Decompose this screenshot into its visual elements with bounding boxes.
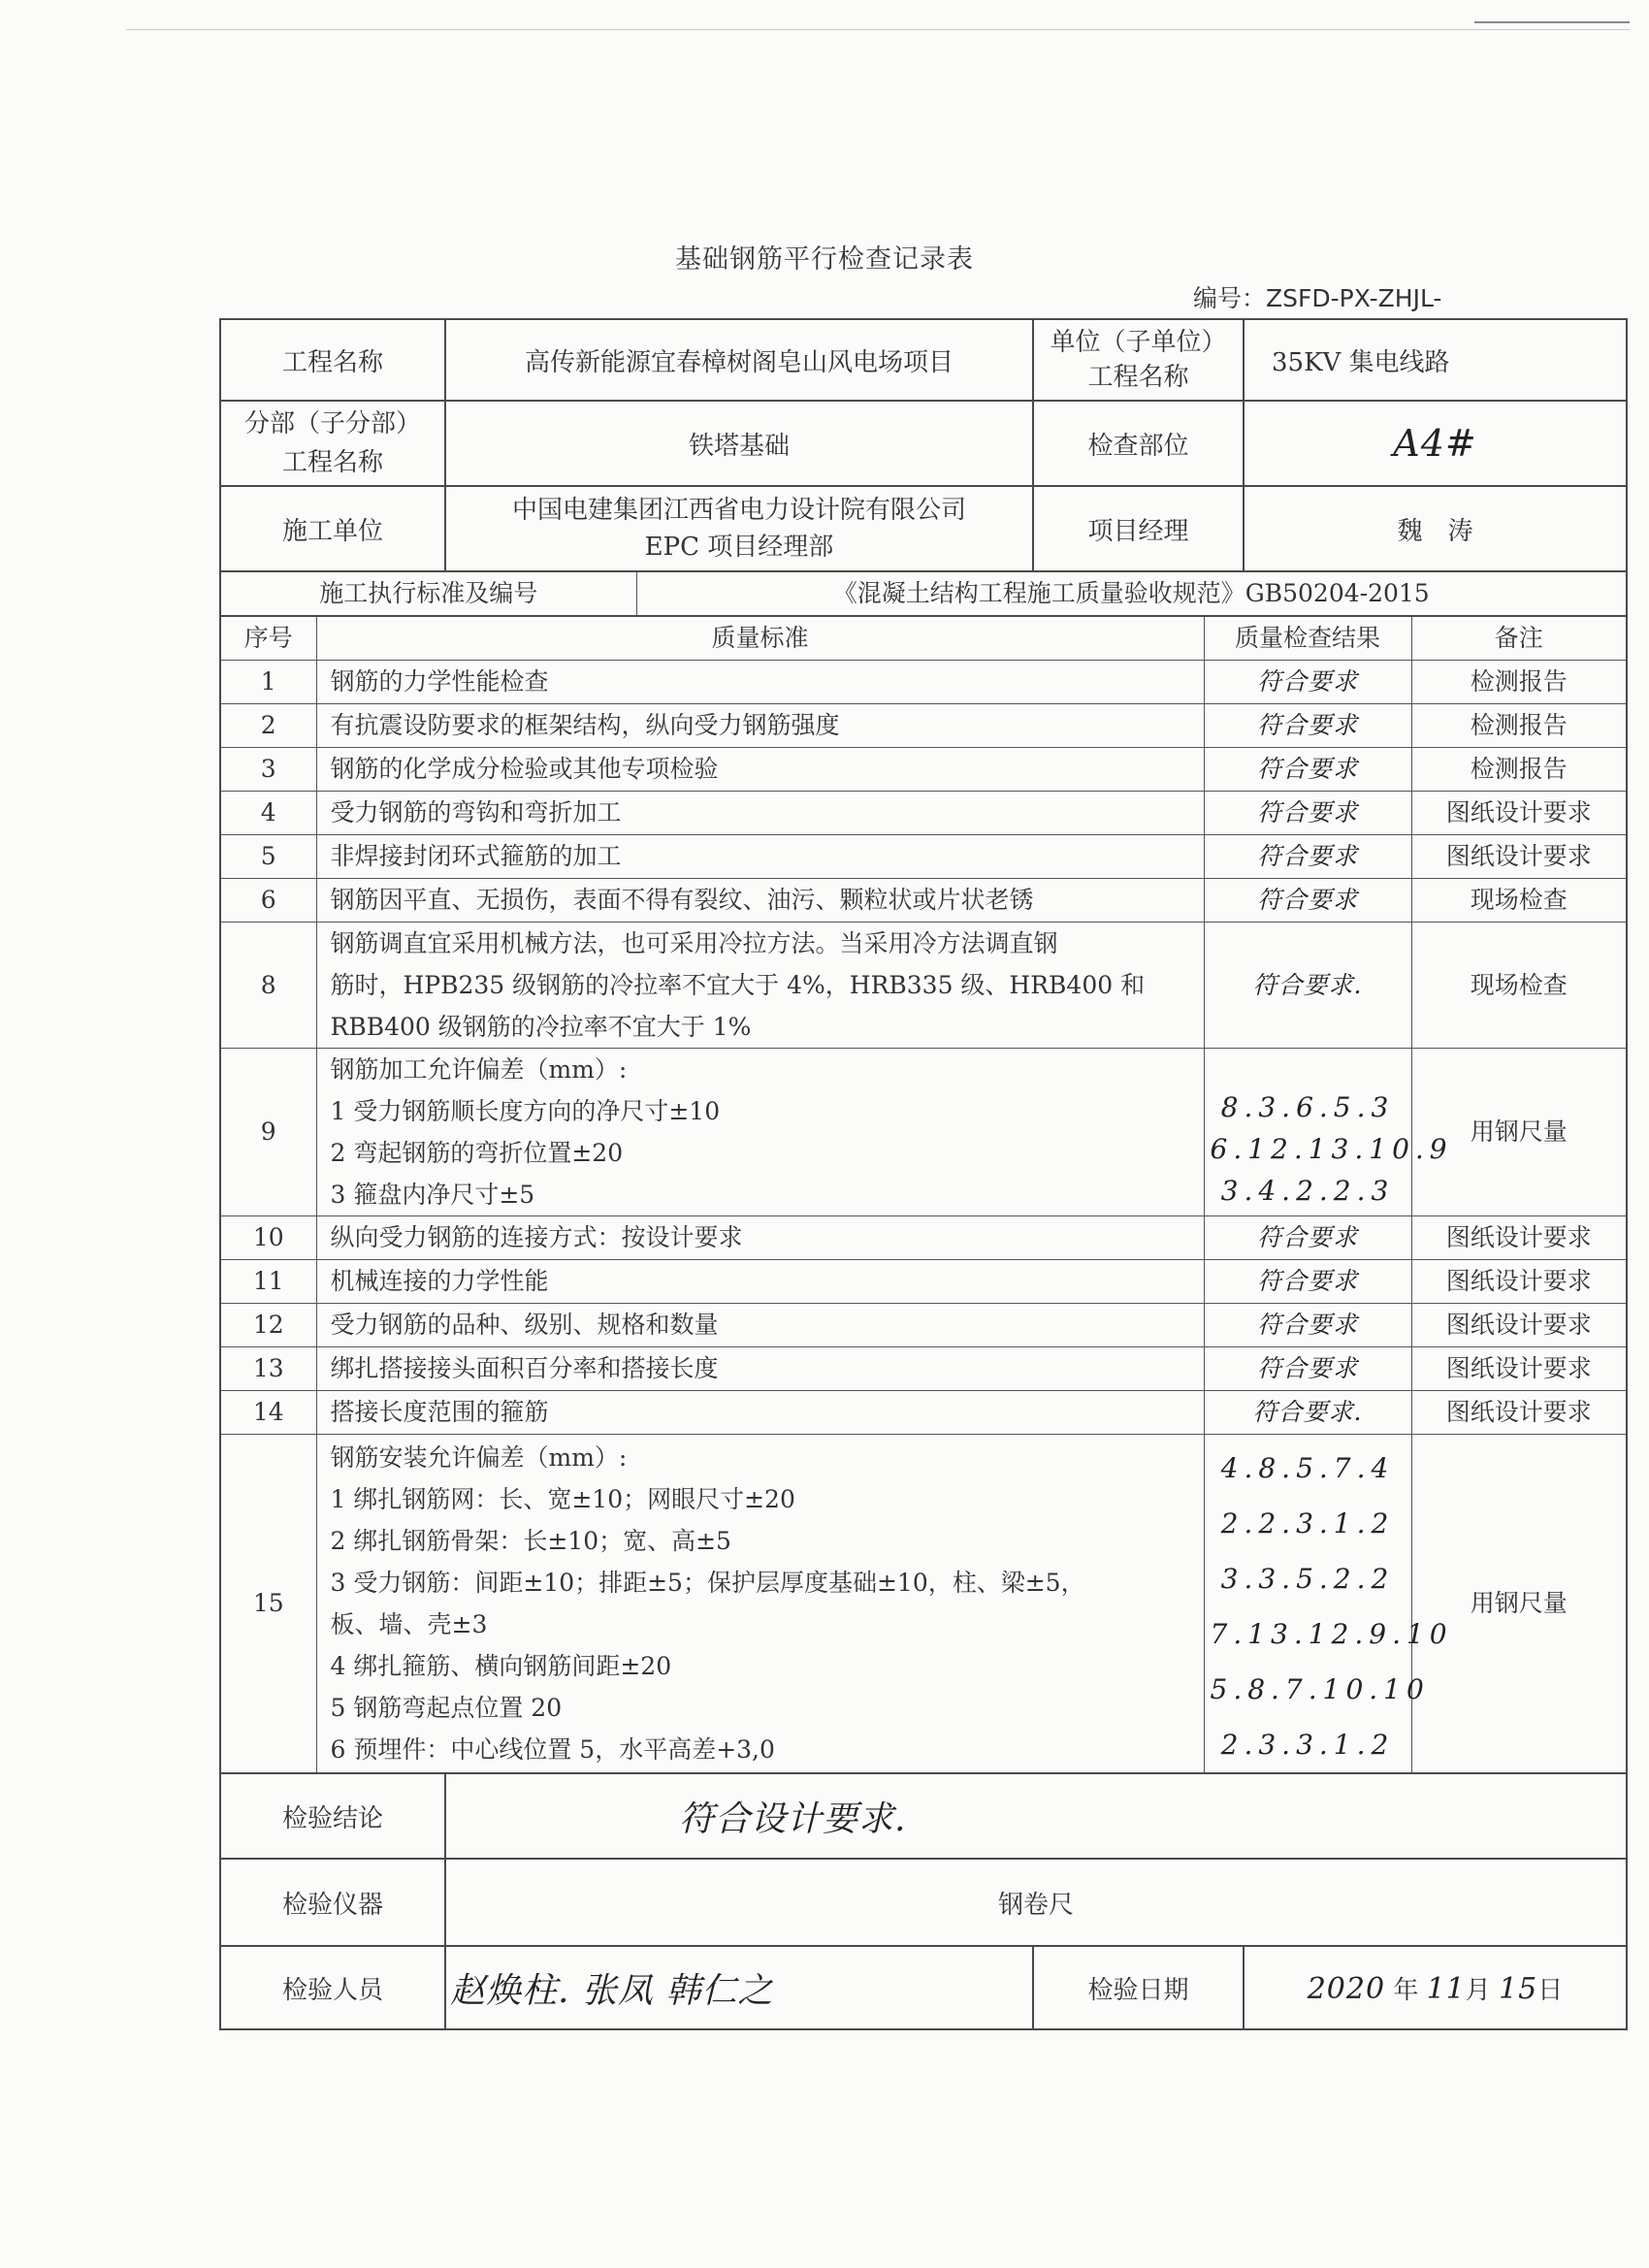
item-standard: 纵向受力钢筋的连接方式：按设计要求 <box>316 1216 1204 1260</box>
col-header-result: 质量检查结果 <box>1204 617 1411 661</box>
item-standard-line: 1 受力钢筋顺长度方向的净尺寸±10 <box>330 1097 721 1125</box>
item-standard-line: 2 绑扎钢筋骨架：长±10；宽、高±5 <box>330 1527 731 1555</box>
conclusion-label: 检验结论 <box>220 1773 445 1859</box>
project-name-label: 工程名称 <box>220 319 445 401</box>
item-standard-line: 6 预埋件：中心线位置 5，水平高差+3,0 <box>330 1735 775 1764</box>
item-standard-line: 钢筋安装允许偏差（mm）: <box>330 1443 628 1472</box>
item-no: 11 <box>221 1260 316 1304</box>
item-measurements <box>1204 1435 1453 1773</box>
item-row-4 <box>221 792 1626 835</box>
item-row-10 <box>221 1216 1626 1260</box>
item-row-1 <box>221 661 1626 704</box>
item-row-9 <box>221 1049 1626 1216</box>
measurement-value: 3.3.5.2.2 <box>1220 1563 1395 1595</box>
item-standard: 钢筋的力学性能检查 <box>316 661 1204 704</box>
subdiv-label-line1: 分部（子分部） <box>243 409 421 438</box>
item-row-8 <box>221 923 1626 1049</box>
check-part-label: 检查部位 <box>1033 401 1244 486</box>
item-standard-line: 5 钢筋弯起点位置 20 <box>330 1694 563 1722</box>
item-standard-line: 钢筋调直宜采用机械方法，也可采用冷拉方法。当采用冷方法调直钢 <box>330 929 1058 957</box>
item-measurements <box>1204 1049 1453 1216</box>
item-row-3 <box>221 748 1626 792</box>
item-no: 12 <box>221 1304 316 1347</box>
item-remark: 现场检查 <box>1411 879 1626 923</box>
item-result-handwritten: 符合要求 <box>1204 1216 1411 1260</box>
row-standard <box>220 571 1627 616</box>
item-standard: 搭接长度范围的箍筋 <box>316 1391 1204 1435</box>
record-table <box>219 318 1628 2030</box>
row-subdivision <box>220 401 1627 486</box>
unit-label <box>1033 319 1244 401</box>
item-result-handwritten: 符合要求 <box>1204 1304 1411 1347</box>
date-year-unit: 年 <box>1393 1975 1419 2005</box>
item-standard: 机械连接的力学性能 <box>316 1260 1204 1304</box>
item-standard-line: 板、墙、壳±3 <box>330 1610 488 1638</box>
item-standard-line: 2 弯起钢筋的弯折位置±20 <box>330 1139 624 1167</box>
subdiv-name: 铁塔基础 <box>445 401 1033 486</box>
contractor <box>445 486 1033 571</box>
row-project <box>220 319 1627 401</box>
item-standard: 受力钢筋的品种、级别、规格和数量 <box>316 1304 1204 1347</box>
row-contractor <box>220 486 1627 571</box>
conclusion-handwritten: 符合设计要求. <box>445 1773 1627 1859</box>
item-standard-line: 4 绑扎箍筋、横向钢筋间距±20 <box>330 1652 672 1680</box>
item-remark: 检测报告 <box>1411 661 1626 704</box>
code-label: 编号： <box>1193 284 1267 312</box>
date-label: 检验日期 <box>1033 1946 1244 2029</box>
item-result-handwritten: 符合要求 <box>1204 1347 1411 1391</box>
row-conclusion <box>220 1773 1627 1859</box>
item-result-handwritten: 符合要求. <box>1204 923 1411 1049</box>
measurement-value: 8.3.6.5.3 <box>1220 1091 1395 1123</box>
project-name: 高传新能源宜春樟树阁皂山风电场项目 <box>445 319 1033 401</box>
subdiv-label <box>220 401 445 486</box>
unit-name: 35KV 集电线路 <box>1244 319 1627 401</box>
item-no: 8 <box>221 923 316 1049</box>
item-result-handwritten: 符合要求 <box>1204 1260 1411 1304</box>
item-no: 6 <box>221 879 316 923</box>
item-standard: 有抗震设防要求的框架结构，纵向受力钢筋强度 <box>316 704 1204 748</box>
date-year: 2020 <box>1307 1971 1386 2006</box>
standard-subtable <box>221 572 1626 615</box>
item-standard-line: RBB400 级钢筋的冷拉率不宜大于 1% <box>330 1013 752 1041</box>
measurement-value: 2.3.3.1.2 <box>1220 1729 1395 1761</box>
row-items <box>220 616 1627 1773</box>
item-result-handwritten: 符合要求 <box>1204 704 1411 748</box>
item-no: 15 <box>221 1435 316 1773</box>
measurement-value: 4.8.5.7.4 <box>1220 1452 1395 1484</box>
item-standard-line: 3 受力钢筋：间距±10；排距±5；保护层厚度基础±10，柱、梁±5， <box>330 1569 1085 1597</box>
date-day: 15 <box>1499 1971 1538 2006</box>
item-no: 13 <box>221 1347 316 1391</box>
item-standard-line: 1 绑扎钢筋网：长、宽±10；网眼尺寸±20 <box>330 1485 795 1513</box>
item-row-14 <box>221 1391 1626 1435</box>
scan-edge-line <box>126 29 1630 30</box>
item-remark: 现场检查 <box>1411 923 1626 1049</box>
item-remark: 图纸设计要求 <box>1411 792 1626 835</box>
item-standard: 受力钢筋的弯钩和弯折加工 <box>316 792 1204 835</box>
item-remark: 用钢尺量 <box>1411 1049 1626 1216</box>
item-result-handwritten: 符合要求 <box>1204 879 1411 923</box>
items-header-row <box>221 617 1626 661</box>
inspector-signatures: 赵焕柱. 张凤 韩仁之 <box>445 1946 1033 2029</box>
measurement-value: 6.12.13.10.9 <box>1210 1133 1453 1165</box>
item-remark: 图纸设计要求 <box>1411 1304 1626 1347</box>
item-standard: 钢筋的化学成分检验或其他专项检验 <box>316 748 1204 792</box>
unit-label-line1: 单位（子单位） <box>1050 328 1227 357</box>
col-header-remark: 备注 <box>1411 617 1626 661</box>
document-title: 基础钢筋平行检查记录表 <box>675 244 974 275</box>
item-row-6 <box>221 879 1626 923</box>
contractor-label: 施工单位 <box>220 486 445 571</box>
item-standard: 钢筋因平直、无损伤，表面不得有裂纹、油污、颗粒状或片状老锈 <box>316 879 1204 923</box>
item-standard-line: 筋时，HPB235 级钢筋的冷拉率不宜大于 4%，HRB335 级、HRB400 和 <box>330 971 1146 999</box>
standard-label: 施工执行标准及编号 <box>221 572 636 615</box>
item-no: 4 <box>221 792 316 835</box>
item-no: 9 <box>221 1049 316 1216</box>
inspector-label: 检验人员 <box>220 1946 445 2029</box>
measurement-value: 3.4.2.2.3 <box>1220 1175 1395 1207</box>
inspection-date <box>1244 1946 1627 2029</box>
item-remark: 图纸设计要求 <box>1411 1347 1626 1391</box>
item-standard <box>316 923 1204 1049</box>
item-no: 10 <box>221 1216 316 1260</box>
item-no: 14 <box>221 1391 316 1435</box>
item-result-handwritten: 符合要求 <box>1204 835 1411 879</box>
contractor-line2: EPC 项目经理部 <box>644 533 834 562</box>
item-remark: 图纸设计要求 <box>1411 1260 1626 1304</box>
item-standard-line: 钢筋加工允许偏差（mm）: <box>330 1055 628 1084</box>
measurement-value: 2.2.3.1.2 <box>1220 1507 1395 1539</box>
standard-value: 《混凝土结构工程施工质量验收规范》GB50204-2015 <box>832 579 1430 607</box>
subdiv-label-line2: 工程名称 <box>281 448 383 477</box>
date-day-unit: 日 <box>1537 1975 1564 2005</box>
item-no: 5 <box>221 835 316 879</box>
date-month: 11 <box>1426 1971 1466 2006</box>
item-no: 3 <box>221 748 316 792</box>
check-part-handwritten: A4# <box>1244 401 1627 486</box>
item-remark: 检测报告 <box>1411 704 1626 748</box>
item-row-13 <box>221 1347 1626 1391</box>
item-standard <box>316 1435 1204 1773</box>
item-remark: 图纸设计要求 <box>1411 1216 1626 1260</box>
date-month-unit: 月 <box>1465 1975 1491 2005</box>
item-remark: 图纸设计要求 <box>1411 835 1626 879</box>
item-row-2 <box>221 704 1626 748</box>
item-standard: 非焊接封闭环式箍筋的加工 <box>316 835 1204 879</box>
item-remark: 用钢尺量 <box>1411 1435 1626 1773</box>
contractor-line1: 中国电建集团江西省电力设计院有限公司 <box>511 496 966 525</box>
item-row-12 <box>221 1304 1626 1347</box>
item-remark: 检测报告 <box>1411 748 1626 792</box>
item-row-5 <box>221 835 1626 879</box>
item-standard <box>316 1049 1204 1216</box>
row-instrument <box>220 1859 1627 1946</box>
item-result-handwritten: 符合要求. <box>1204 1391 1411 1435</box>
unit-label-line2: 工程名称 <box>1087 363 1189 392</box>
item-no: 2 <box>221 704 316 748</box>
item-result-handwritten: 符合要求 <box>1204 792 1411 835</box>
row-inspectors <box>220 1946 1627 2029</box>
item-result-handwritten: 符合要求 <box>1204 748 1411 792</box>
instrument-label: 检验仪器 <box>220 1859 445 1946</box>
col-header-standard: 质量标准 <box>316 617 1204 661</box>
item-no: 1 <box>221 661 316 704</box>
document-code <box>1193 279 1441 314</box>
items-table <box>221 617 1626 1772</box>
item-standard-line: 3 箍盘内净尺寸±5 <box>330 1181 535 1209</box>
measurement-value: 5.8.7.10.10 <box>1210 1673 1430 1705</box>
item-result-handwritten: 符合要求 <box>1204 661 1411 704</box>
scan-edge-mark <box>1474 21 1630 23</box>
item-row-15 <box>221 1435 1626 1773</box>
item-row-11 <box>221 1260 1626 1304</box>
instrument-value: 钢卷尺 <box>445 1859 1627 1946</box>
measurement-value: 7.13.12.9.10 <box>1210 1618 1453 1650</box>
col-header-no: 序号 <box>221 617 316 661</box>
item-remark: 图纸设计要求 <box>1411 1391 1626 1435</box>
code-value: ZSFD-PX-ZHJL- <box>1266 284 1442 312</box>
manager-name: 魏 涛 <box>1244 486 1627 571</box>
item-standard: 绑扎搭接接头面积百分率和搭接长度 <box>316 1347 1204 1391</box>
manager-label: 项目经理 <box>1033 486 1244 571</box>
